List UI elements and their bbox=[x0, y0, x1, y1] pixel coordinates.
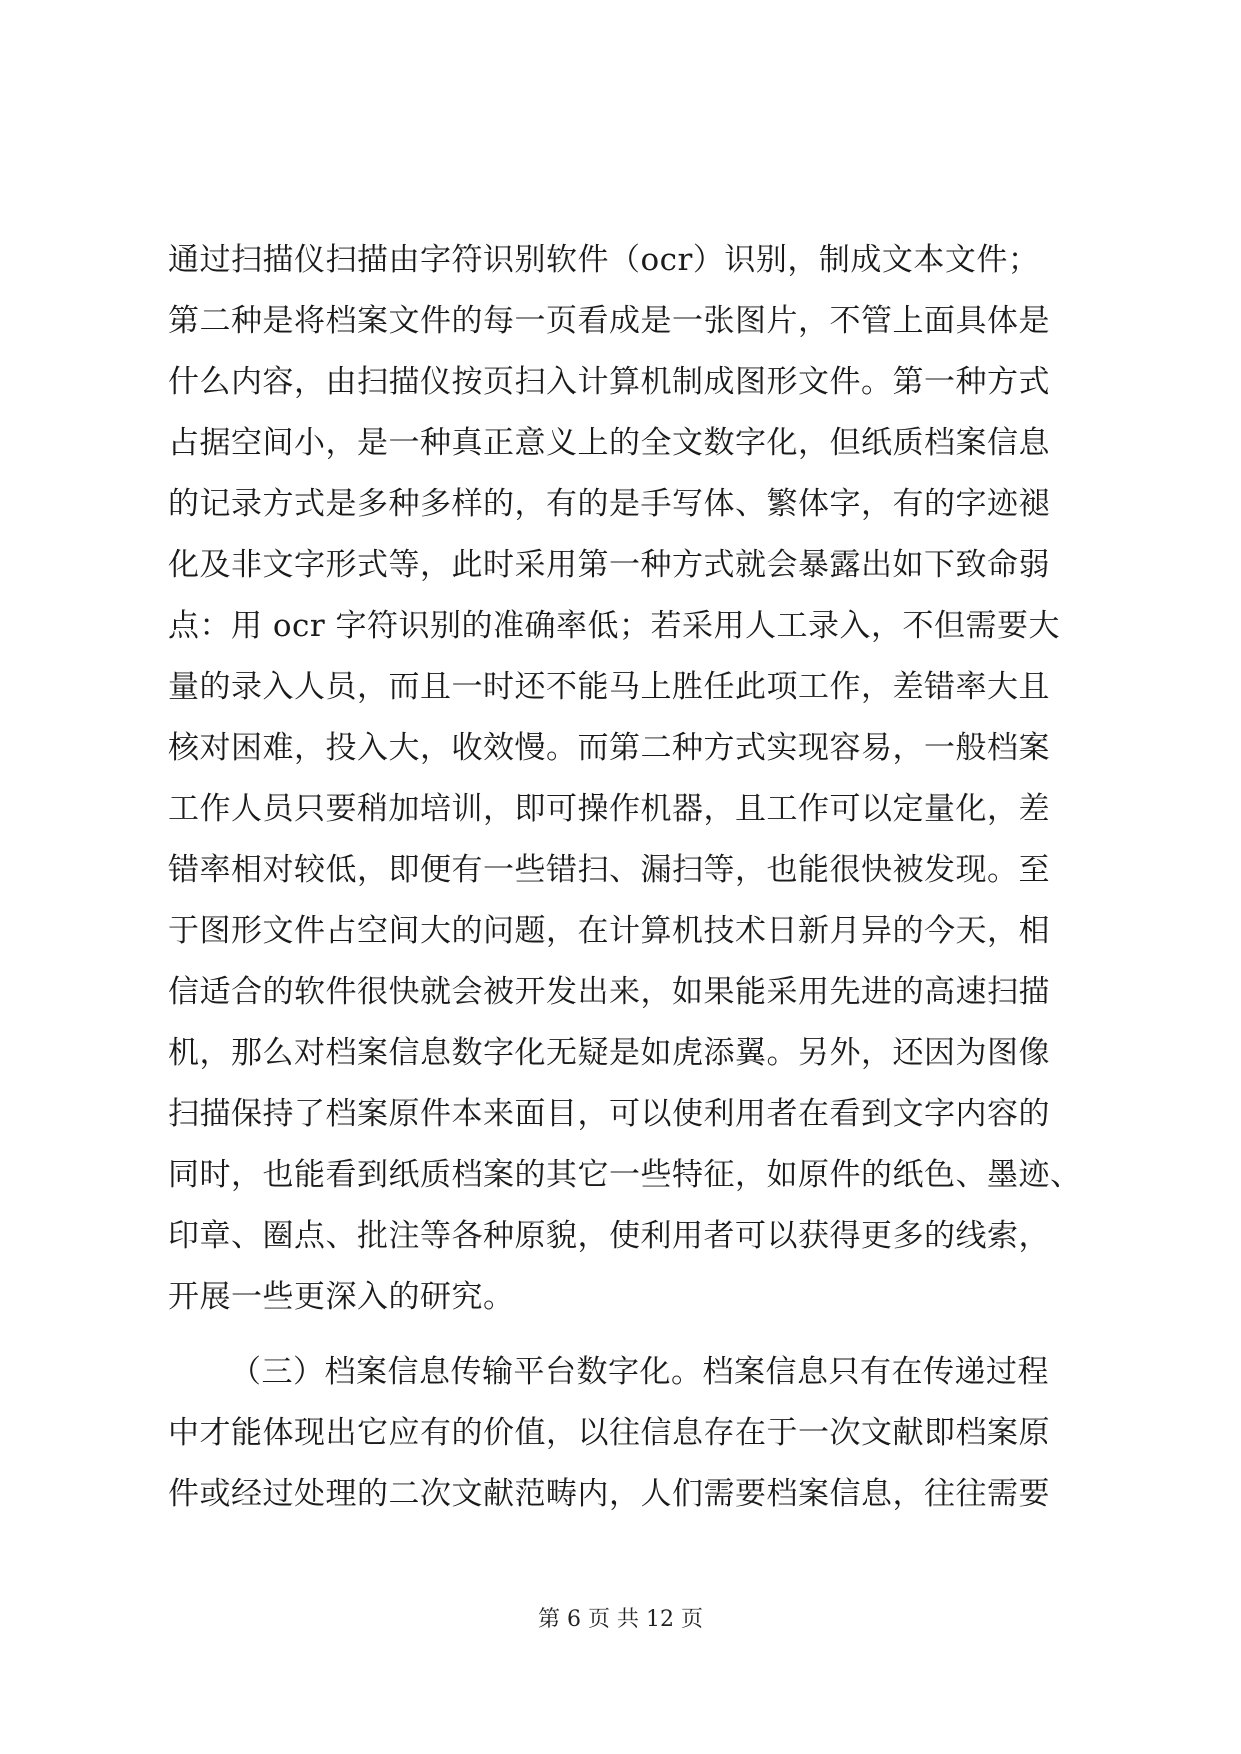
text-line: 占据空间小，是一种真正意义上的全文数字化，但纸质档案信息 bbox=[168, 425, 1050, 461]
text-line: 印章、圈点、批注等各种原貌，使利用者可以获得更多的线索， bbox=[168, 1218, 1050, 1254]
text-line: 扫描保持了档案原件本来面目，可以使利用者在看到文字内容的 bbox=[168, 1096, 1050, 1132]
page-number-footer: 第 6 页 共 12 页 bbox=[538, 1607, 703, 1632]
text-line: 什么内容，由扫描仪按页扫入计算机制成图形文件。第一种方式 bbox=[168, 364, 1050, 400]
text-line: 开展一些更深入的研究。 bbox=[168, 1279, 515, 1315]
text-line: 信适合的软件很快就会被开发出来，如果能采用先进的高速扫描 bbox=[168, 974, 1050, 1010]
text-line: 于图形文件占空间大的问题，在计算机技术日新月异的今天，相 bbox=[168, 913, 1050, 949]
text-line: 件或经过处理的二次文献范畴内，人们需要档案信息，往往需要 bbox=[168, 1476, 1050, 1512]
body-text bbox=[168, 230, 1086, 1525]
text-line: 核对困难，投入大，收效慢。而第二种方式实现容易，一般档案 bbox=[168, 730, 1050, 766]
text-line: 同时，也能看到纸质档案的其它一些特征，如原件的纸色、墨迹、 bbox=[168, 1157, 1082, 1193]
text-line: 中才能体现出它应有的价值，以往信息存在于一次文献即档案原 bbox=[168, 1415, 1050, 1451]
paragraph-gap bbox=[168, 1328, 1086, 1342]
text-line: 点：用 ocr 字符识别的准确率低；若采用人工录入，不但需要大 bbox=[168, 608, 1061, 644]
text-line: 通过扫描仪扫描由字符识别软件（ocr）识别，制成文本文件； bbox=[168, 242, 1040, 278]
text-line: 的记录方式是多种多样的，有的是手写体、繁体字，有的字迹褪 bbox=[168, 486, 1050, 522]
text-line: 第二种是将档案文件的每一页看成是一张图片，不管上面具体是 bbox=[168, 303, 1050, 339]
text-line: 机，那么对档案信息数字化无疑是如虎添翼。另外，还因为图像 bbox=[168, 1035, 1050, 1071]
text-line: 量的录入人员，而且一时还不能马上胜任此项工作，差错率大且 bbox=[168, 669, 1050, 705]
text-line: 工作人员只要稍加培训，即可操作机器，且工作可以定量化，差 bbox=[168, 791, 1050, 827]
text-line: 错率相对较低，即便有一些错扫、漏扫等，也能很快被发现。至 bbox=[168, 852, 1050, 888]
section-heading-line: （三）档案信息传输平台数字化。档案信息只有在传递过程 bbox=[230, 1354, 1049, 1390]
text-line: 化及非文字形式等，此时采用第一种方式就会暴露出如下致命弱 bbox=[168, 547, 1050, 583]
